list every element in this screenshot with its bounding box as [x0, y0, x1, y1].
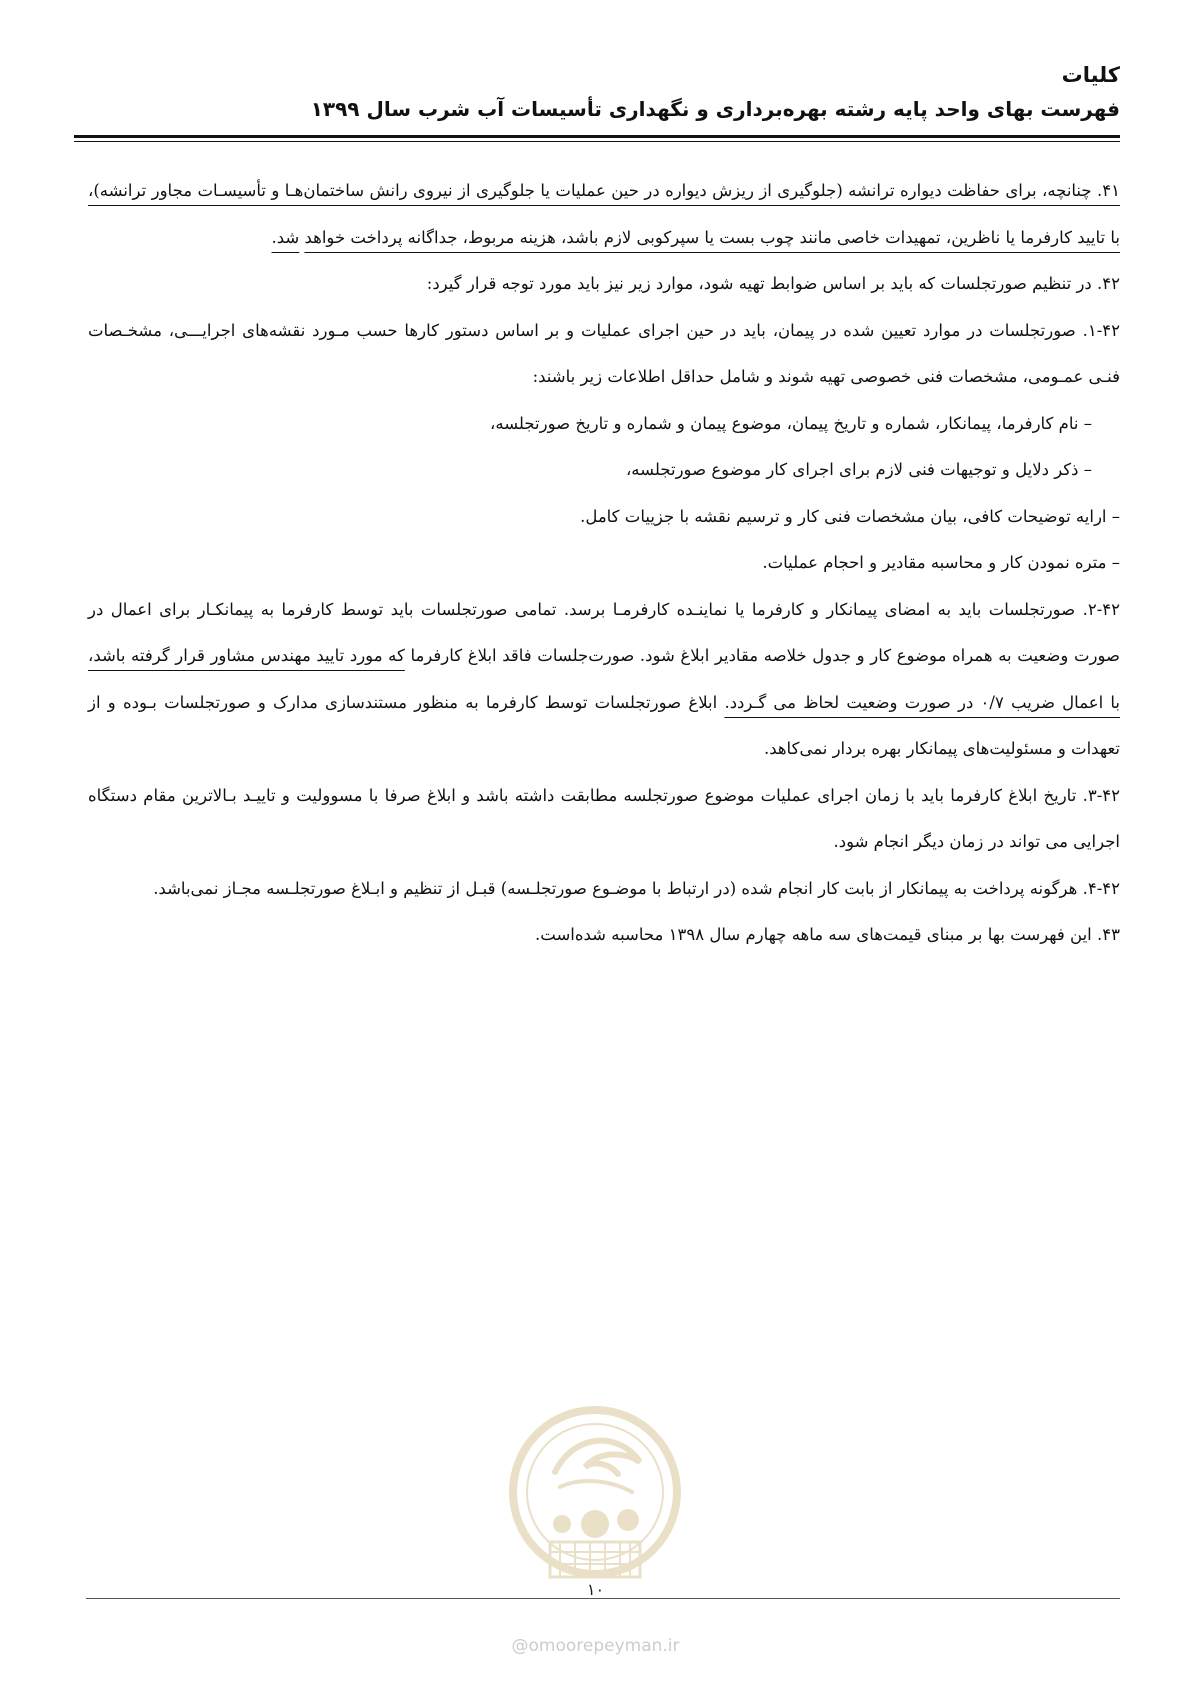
clause-42-3: ۳-۴۲. تاریخ ابلاغ کارفرما باید با زمان اجرای عملیات موضوع صورتجلسه مطابقت داشته باشد و ابلاغ صرفا با مسوولیت و تاییـد بـالاترین مقام دستگاه اجرایی می تواند در زمان دیگر انجام شود.	[88, 785, 1120, 851]
header-rule-thin	[74, 141, 1120, 142]
bullet-item: – ارایه توضیحات کافی، بیان مشخصات فنی کار و ترسیم نقشه با جزییات کامل.	[580, 506, 1120, 526]
section-title: کلیات	[1061, 63, 1120, 87]
watermark-url: @omoorepeyman.ir	[511, 1636, 680, 1656]
clause-43: ۴۳. این فهرست بها بر مبنای قیمت‌های سه ماهه چهارم سال ۱۳۹۸ محاسبه شده‌است.	[535, 925, 1120, 944]
document-title: فهرست بهای واحد پایه رشته بهره‌برداری و نگهداری تأسیسات آب شرب سال ۱۳۹۹	[310, 97, 1120, 121]
bullet-item: – ذکر دلایل و توجیهات فنی لازم برای اجرای کار موضوع صورتجلسه،	[625, 460, 1092, 479]
page-number: ۱۰	[586, 1580, 605, 1599]
clause-42-2-rest: ابلاغ صورتجلسات توسط کارفرما به منظور مستندسازی مدارک و صورتجلسات بـوده و از تعهدات و مسئولیت‌های پیمانکار بهره بردار نمی‌کاهد.	[88, 692, 1120, 758]
clause-42: ۴۲. در تنظیم صورتجلسات که باید بر اساس ضوابط تهیه شود، موارد زیر نیز باید مورد توجه قرار گیرد:	[426, 274, 1120, 293]
bullet-item: – متره نمودن کار و محاسبه مقادیر و احجام عملیات.	[762, 553, 1120, 572]
clause-41-text: ۴۱. چنانچه، برای حفاظت دیواره ترانشه (جلوگیری از ریزش دیواره در حین عملیات یا جلوگیری از نیروی رانش ساختمان‌هـا و تأسیسـات مجاور ترانشه)، با تایید کارفرما یا ناظرین، تمهیدات خاصی مانند چوب بست یا سپرکوبی لازم باشد، هزینه مربوط، جداگانه پرداخت خواهد	[88, 181, 1120, 247]
document-body	[88, 168, 1120, 959]
page-header	[88, 58, 1120, 126]
clause-42-2-text: ۲-۴۲. صورتجلسات باید به امضای پیمانکار و کارفرما یا نماینـده کارفرمـا برسد. تمامی صورتجلسات باید توسط کارفرما به پیمانکـار برای اعمال در صورت وضعیت به همراه موضوع کار و جدول خلاصه مقادیر ابلاغ شود. صورت‌جلسات فاقد ابلاغ کارفرما	[88, 599, 1120, 665]
clause-42-1: ۱-۴۲. صورتجلسات در موارد تعیین شده در پیمان، باید در حین اجرای عملیات و بر اساس دستور کارها حسب مـورد نقشه‌های اجرایـــی، مشخـصات فنـی عمـومی، مشخصات فنی خصوصی تهیه شوند و شامل حداقل اطلاعات زیر باشند:	[88, 320, 1120, 386]
clause-41-tail: شد.	[271, 227, 300, 247]
header-rule-thick	[74, 135, 1120, 138]
bullet-item: – نام کارفرما، پیمانکار، شماره و تاریخ پیمان، موضوع پیمان و شماره و تاریخ صورتجلسه،	[490, 413, 1092, 433]
clause-42-2-underlined: که مورد تایید مهندس مشاور قرار گرفته باشد، با اعمال ضریب ۰/۷ در صورت وضعیت لحاظ می گـردد.	[88, 646, 1120, 712]
clause-42-2	[88, 587, 1120, 773]
watermark-logo-icon	[500, 1392, 690, 1602]
clause-41	[88, 168, 1120, 261]
clause-42-4: ۴-۴۲. هرگونه پرداخت به پیمانکار از بابت کار انجام شده (در ارتباط با موضـوع صورتجلـسه) قبـل از تنظیم و ابـلاغ صورتجلـسه مجـاز نمی‌باشد.	[153, 878, 1120, 898]
